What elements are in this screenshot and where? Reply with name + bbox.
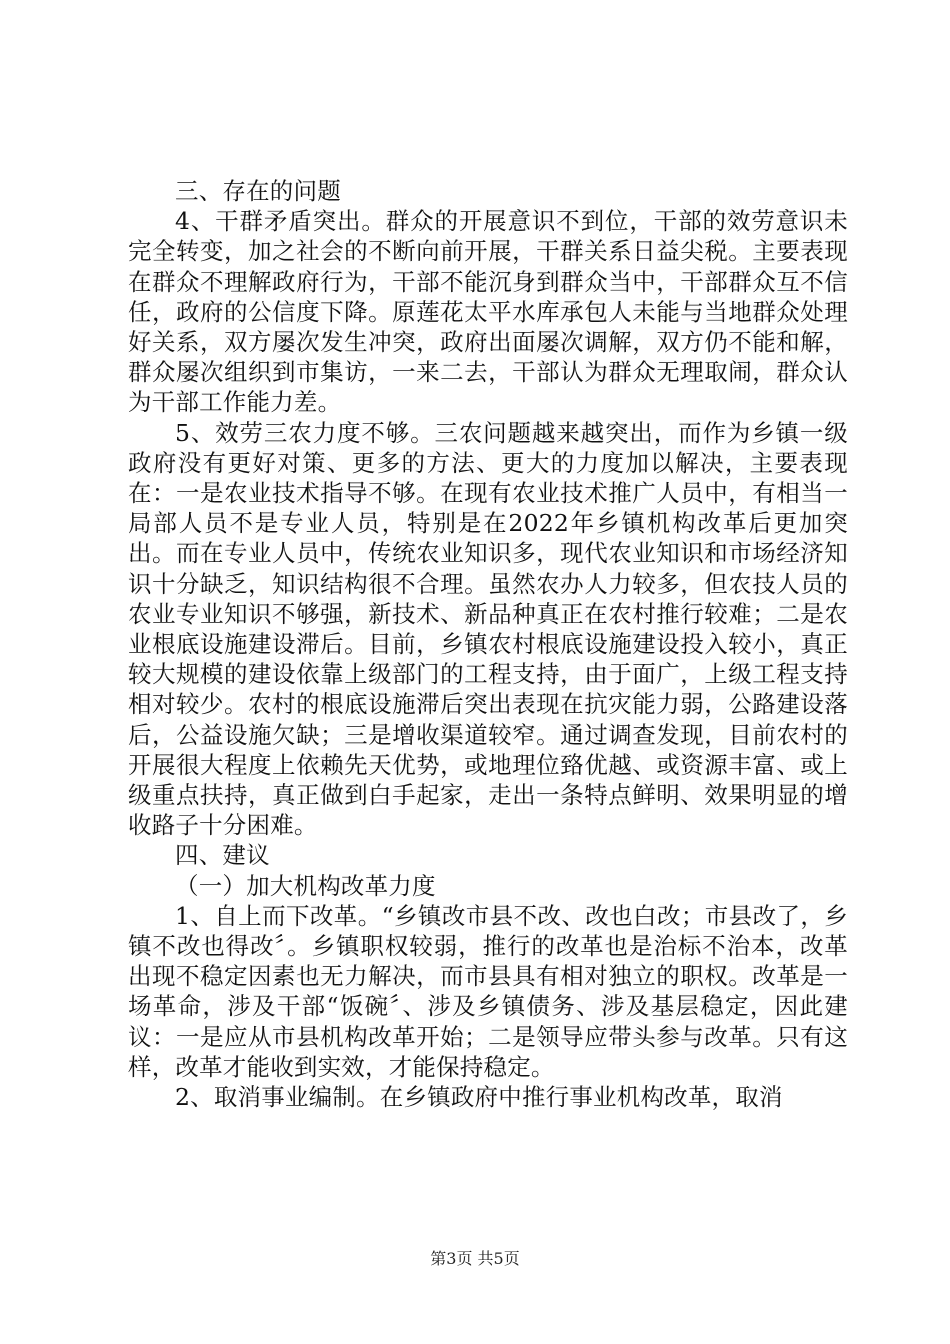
paragraph-item-5: 5、效劳三农力度不够。三农问题越来越突出，而作为乡镇一级政府没有更好对策、更多的方法、更大的力度加以解决，主要表现在：一是农业技术指导不够。在现有农业技术推广人员中，有相当一局部人员不是专业人员，特别是在2022年乡镇机构改革后更加突出。而在专业人员中，传统农业知识多，现代农业知识和市场经济知识十分缺乏，知识结构很不合理。虽然农办人力较多，但农技人员的农业专业知识不够强，新技术、新品种真正在农村推行较难；二是农业根底设施建设滞后。目前，乡镇农村根底设施建设投入较小，真正较大规模的建设依靠上级部门的工程支持，由于面广，上级工程支持相对较少。农村的根底设施滞后突出表现在抗灾能力弱，公路建设落后，公益设施欠缺；三是增收渠道较窄。通过调查发现，目前农村的开展很大程度上依赖先天优势，或地理位臵优越、或资源丰富、或上级重点扶持，真正做到白手起家，走出一条特点鲜明、效果明显的增收路子十分困难。: [128, 418, 848, 840]
subsection-heading-reform: （一）加大机构改革力度: [175, 871, 436, 900]
paragraph-suggestion-1: 1、自上而下改革。“乡镇改市县不改、改也白改；市县改了，乡镇不改也得改〞。乡镇职权较弱，推行的改革也是治标不治本，改革出现不稳定因素也无力解决，而市县具有相对独立的职权。改革是一场革命，涉及干部“饭碗〞、涉及乡镇债务、涉及基层稳定，因此建议：一是应从市县机构改革开始；二是领导应带头参与改革。只有这样，改革才能收到实效，才能保持稳定。: [128, 901, 848, 1081]
paragraph-item-4: 4、干群矛盾突出。群众的开展意识不到位，干部的效劳意识未完全转变，加之社会的不断向前开展，干群关系日益尖税。主要表现在群众不理解政府行为，干部不能沉身到群众当中，干部群众互不信任，政府的公信度下降。原莲花太平水库承包人未能与当地群众处理好关系，双方屡次发生冲突，政府出面屡次调解，双方仍不能和解，群众屡次组织到市集访，一来二去，干部认为群众无理取闹，群众认为干部工作能力差。: [128, 207, 848, 417]
paragraph-suggestion-2: 2、取消事业编制。在乡镇政府中推行事业机构改革，取消: [175, 1083, 783, 1112]
section-heading-suggestions: 四、建议: [175, 841, 270, 870]
document-body: [128, 176, 848, 1112]
page-footer: 第3页 共5页: [430, 1249, 520, 1268]
section-heading-problems: 三、存在的问题: [175, 177, 341, 205]
